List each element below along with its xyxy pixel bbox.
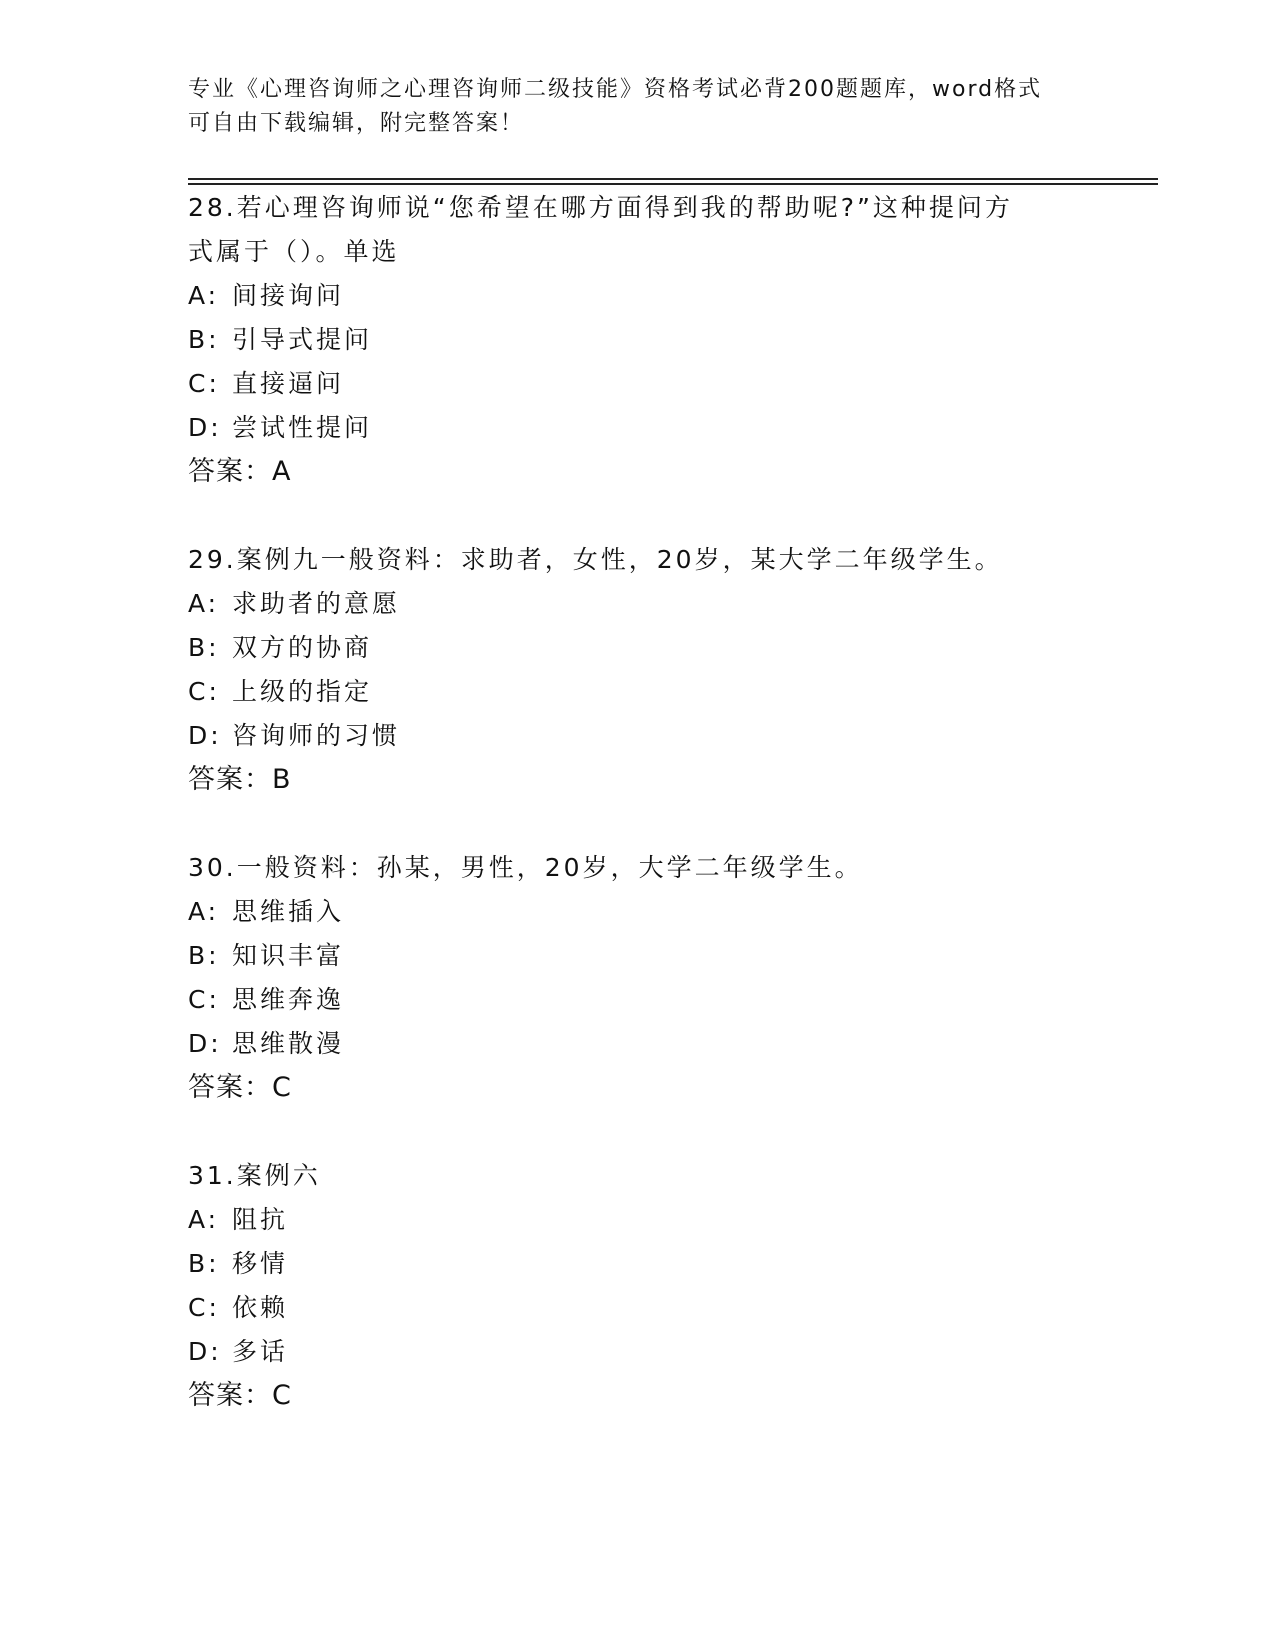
question-28-answer: 答案：A <box>188 456 292 487</box>
question-31-answer: 答案：C <box>188 1380 292 1411</box>
option-key: C: <box>188 677 220 706</box>
question-28-stem-line-2: 式属于（）。单选 <box>188 237 400 266</box>
option-text: 咨询师的习惯 <box>232 721 401 750</box>
option-text: 上级的指定 <box>232 677 373 706</box>
question-28-option-d <box>188 412 372 444</box>
option-key: B: <box>188 325 220 354</box>
option-key: B: <box>188 633 220 662</box>
option-text: 阻抗 <box>232 1205 289 1234</box>
question-28-option-c <box>188 368 344 400</box>
option-text: 思维奔逸 <box>232 985 345 1014</box>
option-text: 间接询问 <box>232 281 345 310</box>
question-29-option-a <box>188 588 400 620</box>
option-text: 引导式提问 <box>232 325 373 354</box>
header-divider-bottom <box>188 183 1158 185</box>
option-text: 思维散漫 <box>232 1029 345 1058</box>
question-30-option-a <box>188 896 344 928</box>
option-key: D: <box>188 1337 222 1366</box>
option-key: A: <box>188 589 220 618</box>
header-line-2: 可自由下载编辑，附完整答案！ <box>188 111 525 136</box>
question-31-option-b <box>188 1248 288 1280</box>
document-header <box>188 73 1088 141</box>
option-text: 尝试性提问 <box>232 413 373 442</box>
question-28-option-a <box>188 280 344 312</box>
question-29-stem: 29.案例九一般资料：求助者，女性，20岁，某大学二年级学生。 <box>188 545 1003 574</box>
option-key: C: <box>188 1293 220 1322</box>
question-28-option-b <box>188 324 372 356</box>
option-key: A: <box>188 897 220 926</box>
option-key: D: <box>188 1029 222 1058</box>
question-30-stem: 30.一般资料：孙某，男性，20岁，大学二年级学生。 <box>188 853 863 882</box>
question-31-option-d <box>188 1336 288 1368</box>
option-text: 直接逼问 <box>232 369 345 398</box>
question-31-option-c <box>188 1292 288 1324</box>
option-text: 多话 <box>232 1337 289 1366</box>
option-key: C: <box>188 985 220 1014</box>
option-text: 移情 <box>232 1249 289 1278</box>
header-line-1: 专业《心理咨询师之心理咨询师二级技能》资格考试必背200题题库，word格式 <box>188 77 1043 102</box>
option-key: A: <box>188 1205 220 1234</box>
question-29-answer: 答案：B <box>188 764 292 795</box>
option-text: 双方的协商 <box>232 633 373 662</box>
header-divider-top <box>188 178 1158 180</box>
option-text: 知识丰富 <box>232 941 345 970</box>
question-31-option-a <box>188 1204 288 1236</box>
option-key: C: <box>188 369 220 398</box>
question-30-option-d <box>188 1028 344 1060</box>
option-text: 思维插入 <box>232 897 345 926</box>
option-key: D: <box>188 413 222 442</box>
question-30-option-c <box>188 984 344 1016</box>
option-text: 依赖 <box>232 1293 289 1322</box>
question-30-answer: 答案：C <box>188 1072 292 1103</box>
question-29-option-d <box>188 720 400 752</box>
option-text: 求助者的意愿 <box>232 589 401 618</box>
question-29-option-c <box>188 676 372 708</box>
option-key: A: <box>188 281 220 310</box>
question-31-stem: 31.案例六 <box>188 1161 321 1190</box>
question-30-option-b <box>188 940 344 972</box>
option-key: B: <box>188 1249 220 1278</box>
option-key: D: <box>188 721 222 750</box>
option-key: B: <box>188 941 220 970</box>
question-28-stem-line-1: 28.若心理咨询师说“您希望在哪方面得到我的帮助呢?”这种提问方 <box>188 193 1013 222</box>
question-29-option-b <box>188 632 372 664</box>
